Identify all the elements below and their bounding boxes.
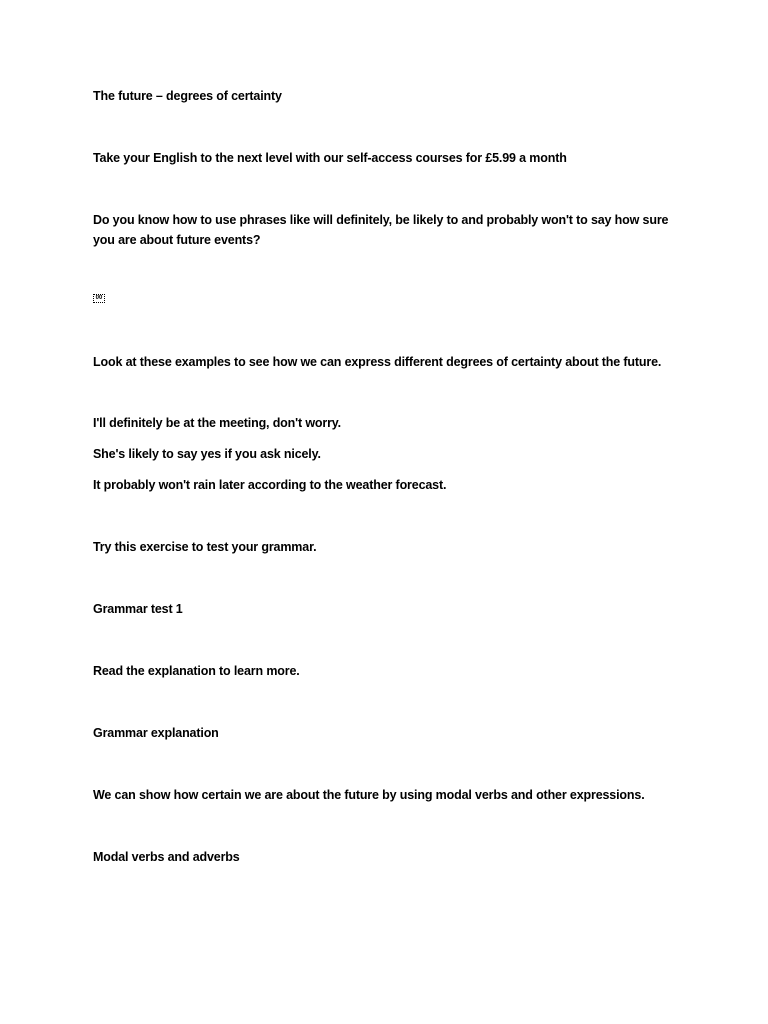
placeholder-glyph-icon: 00 (93, 294, 105, 303)
exercise-prompt: Try this exercise to test your grammar. (93, 540, 317, 554)
examples-lead: Look at these examples to see how we can express different degrees of certainty about the future. (93, 355, 662, 369)
example-sentence-2: She's likely to say yes if you ask nicely. (93, 447, 321, 461)
section-heading: Modal verbs and adverbs (93, 850, 240, 864)
example-sentence-3: It probably won't rain later according to the weather forecast. (93, 478, 447, 492)
explanation-prompt: Read the explanation to learn more. (93, 664, 300, 678)
grammar-explanation-heading: Grammar explanation (93, 726, 219, 740)
grammar-test-heading: Grammar test 1 (93, 602, 183, 616)
promo-text: Take your English to the next level with our self-access courses for £5.99 a month (93, 151, 567, 165)
page-title: The future – degrees of certainty (93, 89, 282, 103)
intro-paragraph: Do you know how to use phrases like will definitely, be likely to and probably won't to say how sure you are about future events? (93, 213, 672, 247)
example-sentence-1: I'll definitely be at the meeting, don't worry. (93, 416, 341, 430)
explanation-text: We can show how certain we are about the future by using modal verbs and other expressions. (93, 788, 645, 802)
